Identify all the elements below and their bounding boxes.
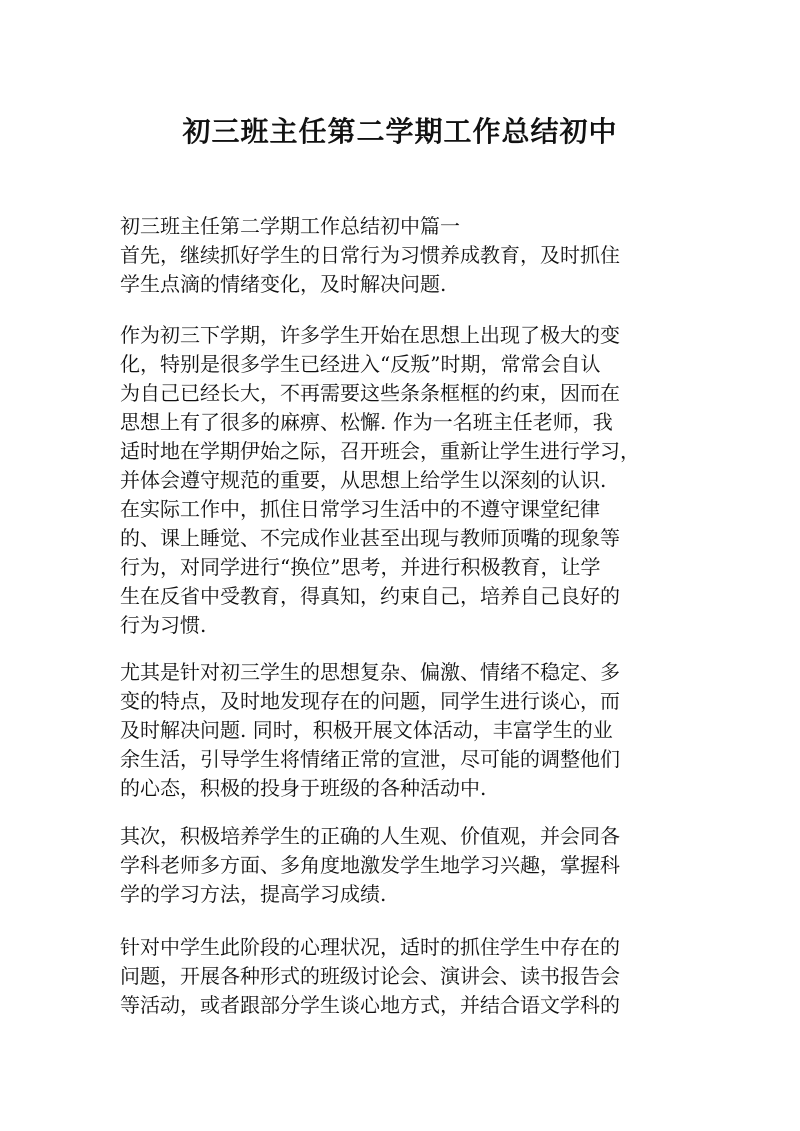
text-line: 等活动，或者跟部分学生谈心地方式，并结合语文学科的 [120, 993, 620, 1017]
text-line: 变的特点，及时地发现存在的问题，同学生进行谈心，而 [120, 689, 620, 713]
paragraph-4 [120, 822, 680, 909]
text-line: 化，特别是很多学生已经进入“反叛”时期，常常会自认 [120, 352, 601, 376]
paragraph-3 [120, 658, 680, 803]
text-line: 为自己已经长大，不再需要这些条条框框的约束，因而在 [120, 381, 620, 405]
text-line: 生在反省中受教育，得真知，约束自己，培养自己良好的 [120, 584, 620, 608]
text-line: 在实际工作中，抓住日常学习生活中的不遵守课堂纪律 [120, 497, 600, 521]
text-line: 及时解决问题. 同时，积极开展文体活动，丰富学生的业 [120, 718, 613, 742]
text-line: 的、课上睡觉、不完成作业甚至出现与教师顶嘴的现象等 [120, 526, 620, 550]
text-line: 作为初三下学期，许多学生开始在思想上出现了极大的变 [120, 323, 620, 347]
text-line: 并体会遵守规范的重要，从思想上给学生以深刻的认识. [120, 468, 607, 492]
text-line: 思想上有了很多的麻痹、松懈. 作为一名班主任老师，我 [120, 410, 613, 434]
text-line: 首先，继续抓好学生的日常行为习惯养成教育，及时抓住 [120, 243, 620, 267]
text-line: 尤其是针对初三学生的思想复杂、偏激、情绪不稳定、多 [120, 660, 620, 684]
document-title: 初三班主任第二学期工作总结初中 [182, 115, 618, 148]
text-line: 学科老师多方面、多角度地激发学生地学习兴趣，掌握科 [120, 853, 620, 877]
text-line: 行为习惯. [120, 613, 207, 637]
text-line: 其次，积极培养学生的正确的人生观、价值观，并会同各 [120, 824, 620, 848]
paragraph-2 [120, 321, 680, 640]
text-line: 学的学习方法，提高学习成绩. [120, 882, 387, 906]
text-line: 余生活，引导学生将情绪正常的宣泄，尽可能的调整他们 [120, 747, 620, 771]
paragraph-5 [120, 933, 680, 1020]
text-line: 针对中学生此阶段的心理状况，适时的抓住学生中存在的 [120, 935, 620, 959]
text-line: 初三班主任第二学期工作总结初中篇一 [120, 214, 460, 238]
text-line: 行为，对同学进行“换位”思考，并进行积极教育，让学 [120, 555, 601, 579]
text-line: 问题，开展各种形式的班级讨论会、演讲会、读书报告会 [120, 964, 620, 988]
text-line: 适时地在学期伊始之际，召开班会，重新让学生进行学习， [120, 439, 640, 463]
text-line: 学生点滴的情绪变化，及时解决问题. [120, 272, 447, 296]
text-line: 的心态，积极的投身于班级的各种活动中. [120, 776, 487, 800]
paragraph-1 [120, 212, 680, 299]
